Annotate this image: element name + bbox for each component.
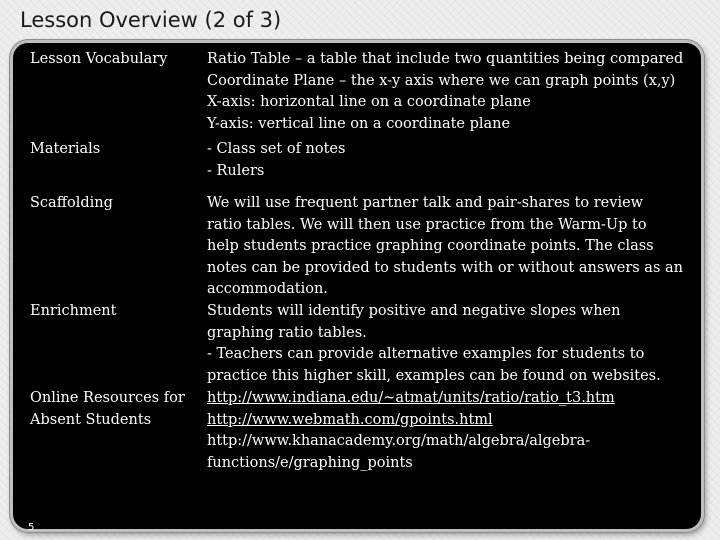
row-label-online-resources: Online Resources for bbox=[30, 390, 185, 406]
slide-title: Lesson Overview (2 of 3) bbox=[20, 8, 282, 32]
page-number: 5 bbox=[28, 522, 35, 533]
scaffolding-line: ratio tables. We will then use practice from the Warm-Up to bbox=[207, 216, 647, 233]
khanacademy-url-line: functions/e/graphing_points bbox=[207, 454, 413, 471]
enrichment-line: - Teachers can provide alternative examples for students to bbox=[207, 346, 645, 363]
materials-item: - Rulers bbox=[207, 162, 265, 179]
row-label-enrichment: Enrichment bbox=[30, 303, 117, 319]
vocabulary-line: Coordinate Plane – the x-y axis where we can graph points (x,y) bbox=[207, 72, 676, 89]
scaffolding-line: notes can be provided to students with or without answers as an bbox=[207, 259, 683, 276]
materials-item: - Class set of notes bbox=[207, 141, 346, 157]
scaffolding-line: accommodation. bbox=[207, 281, 328, 298]
enrichment-line: Students will identify positive and negative slopes when bbox=[207, 303, 621, 319]
vocabulary-line: Ratio Table – a table that include two quantities being compared bbox=[207, 51, 684, 67]
row-label-absent-students: Absent Students bbox=[30, 411, 152, 428]
khanacademy-url-line: http://www.khanacademy.org/math/algebra/algebra- bbox=[207, 433, 591, 450]
row-label-vocabulary: Lesson Vocabulary bbox=[30, 51, 168, 67]
row-label-materials: Materials bbox=[30, 141, 101, 157]
enrichment-line: practice this higher skill, examples can be found on websites. bbox=[207, 367, 661, 384]
vocabulary-line: X-axis: horizontal line on a coordinate plane bbox=[207, 94, 531, 111]
link-indiana-ratio[interactable]: http://www.indiana.edu/~atmat/units/ratio/ratio_t3.htm bbox=[207, 390, 615, 406]
scaffolding-line: We will use frequent partner talk and pair-shares to review bbox=[207, 195, 644, 211]
enrichment-line: graphing ratio tables. bbox=[207, 324, 367, 341]
scaffolding-line: help students practice graphing coordinate points. The class bbox=[207, 238, 654, 255]
vocabulary-line: Y-axis: vertical line on a coordinate plane bbox=[207, 115, 511, 132]
link-webmath-gpoints[interactable]: http://www.webmath.com/gpoints.html bbox=[207, 411, 493, 428]
row-label-scaffolding: Scaffolding bbox=[30, 195, 113, 211]
